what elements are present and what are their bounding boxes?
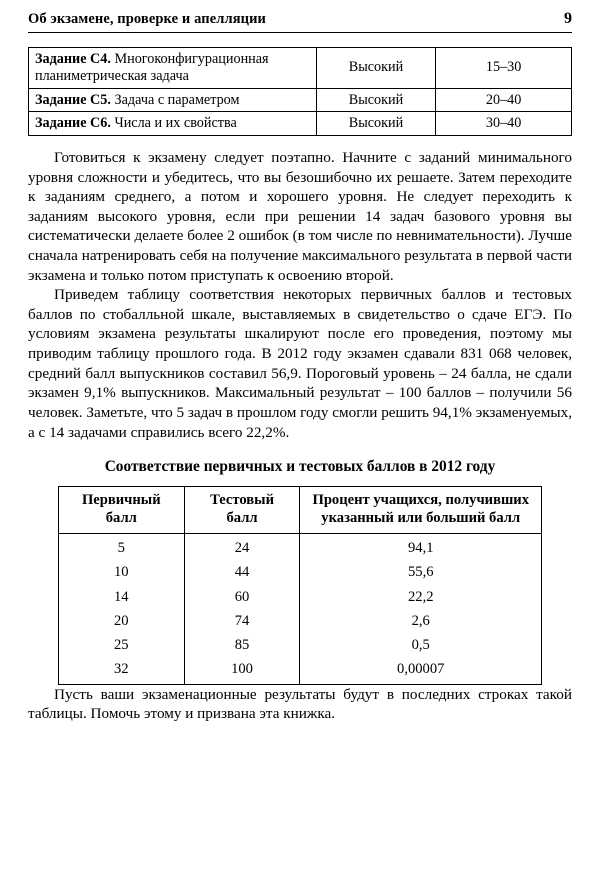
table-row: [59, 534, 542, 561]
task-desc: Многоконфигурационная планиметрическая задача: [35, 51, 269, 84]
task-desc: Задача с параметром: [110, 91, 240, 108]
column-header-primary: [59, 487, 185, 534]
cell-percent: 2,6: [300, 609, 542, 633]
cell-test-score: 24: [184, 534, 300, 561]
task-name: Задание С6.: [35, 115, 111, 132]
scores-table-title: Соответствие первичных и тестовых баллов в 2012 году: [104, 458, 496, 476]
task-score-cell: 15–30: [436, 48, 572, 89]
task-name: Задание С5.: [35, 91, 111, 108]
cell-percent: 55,6: [300, 560, 542, 584]
task-description-cell: [29, 48, 317, 89]
paragraph-scaling: Приведем таблицу соответствия некоторых первичных баллов и тестовых баллов по стобалльной шкале, выставляемых в свидетельство о сдаче ЕГЭ. По условиям экзамена результаты шкалируют после его проведения, поэтому мы приводим таблицу прошлого года. В 2012 году экзамен сдавали 831 068 человек, средний балл выпускников составил 56,9. Пороговый уровень – 24 балла, не сдали экзамен 9,1% выпускников. Максимальный результат – 100 баллов – получили 56 человек. Заметьте, что 5 задач в прошлом году смогли решить 94,1% экзаменуемых, а с 14 задачами справились всего 22,2%.: [28, 286, 572, 441]
table-row: [59, 585, 542, 609]
cell-test-score: 100: [184, 657, 300, 684]
cell-percent: 0,5: [300, 633, 542, 657]
cell-primary-score: 14: [59, 585, 185, 609]
table-header-row: [59, 487, 542, 534]
task-level-cell: Высокий: [316, 88, 435, 112]
cell-primary-score: 5: [59, 534, 185, 561]
table-row: [59, 609, 542, 633]
task-level-cell: Высокий: [316, 48, 435, 89]
cell-primary-score: 20: [59, 609, 185, 633]
task-score-cell: 20–40: [436, 88, 572, 112]
column-header-test-line1: Тестовый: [210, 492, 274, 509]
task-description-cell: [29, 112, 317, 136]
cell-percent: 0,00007: [300, 657, 542, 684]
cell-primary-score: 10: [59, 560, 185, 584]
scores-table: [58, 486, 542, 684]
table-row: [29, 88, 572, 112]
task-score-cell: 30–40: [436, 112, 572, 136]
table-row: [29, 112, 572, 136]
header-title: Об экзамене, проверке и апелляции: [28, 11, 267, 27]
task-desc: Числа и их свойства: [110, 115, 237, 132]
cell-percent: 22,2: [300, 585, 542, 609]
cell-test-score: 60: [184, 585, 300, 609]
scores-table-container: [28, 486, 572, 684]
paragraph-preparation: Готовиться к экзамену следует поэтапно. Начните с заданий минимального уровня сложности и убедитесь, что вы безошибочно их решаете. Затем переходите к заданиям среднего, а потом и хорошего уровня. Не следует переходить к заданиям высокого уровня, если при решении 14 задач базового уровня вы систематически делаете более 2 ошибок (в том числе по невнимательности). Лучше сначала натренировать себя на получение максимального результата в первой части экзамена и только потом приступать к освоению второй.: [28, 149, 572, 284]
cell-percent: 94,1: [300, 534, 542, 561]
column-header-primary-line1: Первичный: [81, 492, 161, 509]
table-row: [59, 633, 542, 657]
column-header-percent: [300, 487, 542, 534]
task-level-cell: Высокий: [316, 112, 435, 136]
table-row: [59, 560, 542, 584]
column-header-percent-line2: указанный или больший балл: [321, 509, 521, 526]
column-header-percent-line1: Процент учащихся, получивших: [312, 492, 529, 509]
page-header: [28, 0, 572, 32]
cell-primary-score: 25: [59, 633, 185, 657]
header-divider: [28, 32, 572, 33]
table-row: [59, 657, 542, 684]
task-name: Задание С4.: [35, 51, 111, 67]
paragraph-closing: Пусть ваши экзаменационные результаты будут в последних строках такой таблицы. Помочь этому и призвана эта книжка.: [28, 685, 572, 723]
tasks-table: [28, 47, 572, 136]
task-description-cell: [29, 88, 317, 112]
column-header-test: [184, 487, 300, 534]
column-header-test-line2: балл: [226, 509, 258, 526]
cell-test-score: 85: [184, 633, 300, 657]
page-number: 9: [564, 10, 572, 27]
column-header-primary-line2: балл: [105, 509, 137, 526]
cell-test-score: 74: [184, 609, 300, 633]
table-row: [29, 48, 572, 89]
cell-primary-score: 32: [59, 657, 185, 684]
cell-test-score: 44: [184, 560, 300, 584]
